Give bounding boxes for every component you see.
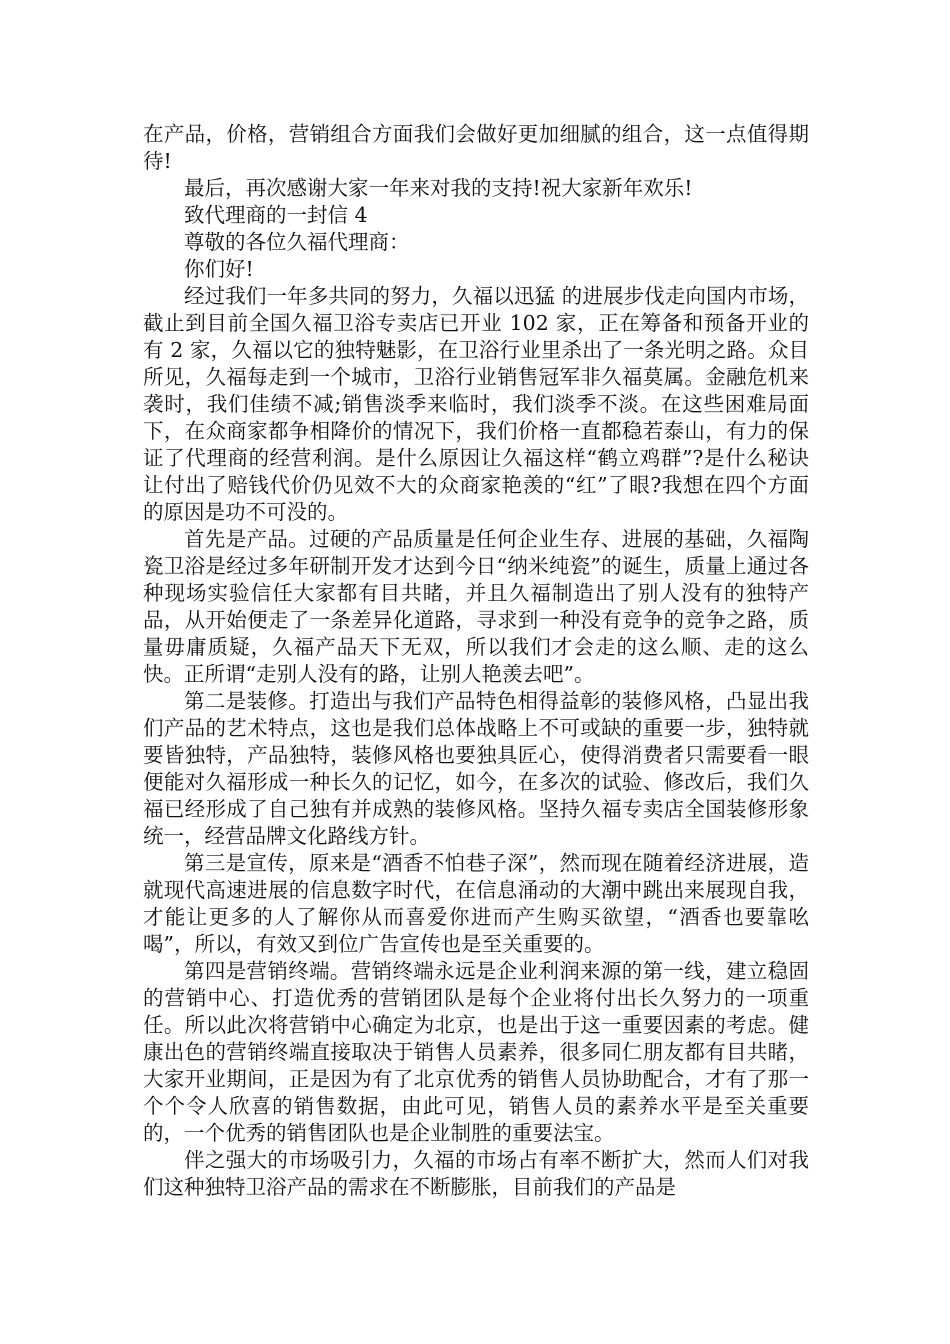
letter-salutation: 尊敬的各位久福代理商： [184, 230, 410, 254]
paragraph-decoration: 第二是装修。打造出与我们产品特色相得益彰的装修风格，凸显出我们产品的艺术特点，这也是我们总体战略上不可或缺的重要一步，独特就要皆独特，产品独特，装修风格也要独具匠心，使得消费者只需要看一眼便能对久福形成一种长久的记忆，如今，在多次的试验、修改后，我们久福已经形成了自己独有并成熟的装修风格。坚持久福专卖店全国装修形象统一，经营品牌文化路线方针。 [143, 689, 809, 848]
letter-title: 致代理商的一封信 4 [184, 203, 368, 227]
document-page [143, 121, 809, 1201]
paragraph-promotion: 第三是宣传，原来是“酒香不怕巷子深”，然而现在随着经济进展，造就现代高速进展的信息数字时代，在信息涌动的大潮中跳出来展现自我，才能让更多的人了解你从而喜爱你进而产生购买欲望，“酒香也要靠吆喝”，所以，有效又到位广告宣传也是至关重要的。 [143, 851, 809, 956]
paragraph-continuation: 在产品，价格，营销组合方面我们会做好更加细腻的组合，这一点值得期待! [143, 122, 809, 173]
paragraph-market: 伴之强大的市场吸引力，久福的市场占有率不断扩大，然而人们对我们这种独特卫浴产品的需求在不断膨胀，目前我们的产品是 [143, 1148, 809, 1199]
paragraph-product: 首先是产品。过硬的产品质量是任何企业生存、进展的基础，久福陶瓷卫浴是经过多年研制开发才达到今日“纳米纯瓷”的诞生，质量上通过各种现场实验信任大家都有目共睹，并且久福制造出了别人没有的独特产品，从开始便走了一条差异化道路，寻求到一种没有竞争的竞争之路，质量毋庸质疑，久福产品天下无双，所以我们才会走的这么顺、走的这么快。正所谓“走别人没有的路，让别人艳羡去吧”。 [143, 527, 809, 686]
paragraph-sales-terminal: 第四是营销终端。营销终端永远是企业利润来源的第一线，建立稳固的营销中心、打造优秀的营销团队是每个企业将付出长久努力的一项重任。所以此次将营销中心确定为北京，也是出于这一重要因素的考虑。健康出色的营销终端直接取决于销售人员素养，很多同仁朋友都有目共睹，大家开业期间，正是因为有了北京优秀的销售人员协助配合，才有了那一个个令人欣喜的销售数据，由此可见，销售人员的素养水平是至关重要的，一个优秀的销售团队也是企业制胜的重要法宝。 [143, 959, 809, 1145]
paragraph-closing-thanks: 最后，再次感谢大家一年来对我的支持!祝大家新年欢乐! [184, 176, 693, 200]
paragraph-intro: 经过我们一年多共同的努力，久福以迅猛 的进展步伐走向国内市场，截止到目前全国久福卫浴专卖店已开业 102 家，正在筹备和预备开业的有 2 家，久福以它的独特魅影，在卫浴行业里杀出了一条光明之路。众目所见，久福每走到一个城市，卫浴行业销售冠军非久福莫属。金融危机来袭时，我们佳绩不减;销售淡季来临时，我们淡季不淡。在这些困难局面下，在众商家都争相降价的情况下，我们价格一直都稳若泰山，有力的保证了代理商的经营利润。是什么原因让久福这样“鹤立鸡群”?是什么秘诀让付出了赔钱代价仍见效不大的众商家艳羡的“红”了眼?我想在四个方面的原因是功不可没的。 [143, 284, 809, 524]
letter-greeting: 你们好! [184, 257, 254, 281]
